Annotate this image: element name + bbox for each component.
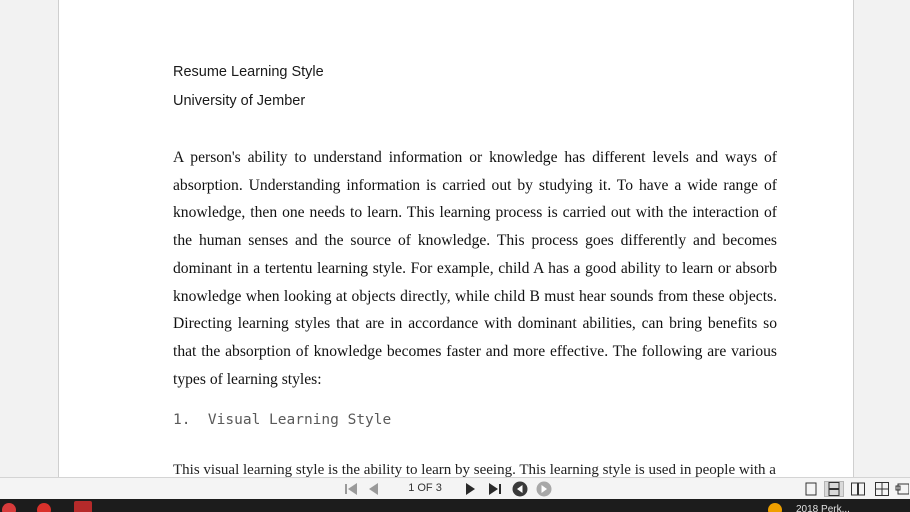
thumbnail-view-icon[interactable] bbox=[894, 481, 910, 497]
continuous-page-icon[interactable] bbox=[824, 481, 844, 497]
go-back-icon[interactable] bbox=[511, 481, 529, 497]
next-page-icon[interactable] bbox=[463, 481, 479, 497]
two-page-icon[interactable] bbox=[848, 481, 868, 497]
notification-icon[interactable] bbox=[768, 503, 782, 512]
go-forward-icon[interactable] bbox=[535, 481, 553, 497]
body-paragraph: A person's ability to understand information or knowledge has different levels and ways of absorption. Understanding information is carried out by studying it. To have a wide range of knowledge, then one needs to learn. This learning process is carried out with the interaction of the human senses and the source of knowledge. This process goes differently and becomes dominant in a tertentu learning style. For example, child A has a good ability to learn or absorb knowledge when looking at objects directly, while child B must hear sounds from these objects. Directing learning styles that are in accordance with dominant abilities, can bring benefits so that the absorption of knowledge becomes faster and more effective. The following are various types of learning styles: bbox=[173, 149, 777, 388]
first-page-icon[interactable] bbox=[342, 481, 360, 497]
previous-page-icon[interactable] bbox=[365, 481, 381, 497]
body-line-partial: This visual learning style is the ability to learn by seeing. This learning style is used in people with a bbox=[173, 462, 776, 477]
last-page-icon[interactable] bbox=[486, 481, 504, 497]
section-heading: 1. Visual Learning Style bbox=[173, 412, 392, 428]
taskbar bbox=[0, 499, 910, 512]
grid-view-icon[interactable] bbox=[872, 481, 892, 497]
tray-text: 2018 Perk... bbox=[796, 504, 850, 512]
viewer-toolbar bbox=[0, 477, 910, 500]
pdf-reader-icon[interactable] bbox=[74, 501, 92, 512]
single-page-icon[interactable] bbox=[801, 481, 821, 497]
document-title: Resume Learning Style bbox=[173, 64, 324, 80]
document-page bbox=[58, 0, 854, 477]
app-icon-red[interactable] bbox=[2, 503, 16, 512]
browser-icon[interactable] bbox=[37, 503, 51, 512]
university-line: University of Jember bbox=[173, 93, 306, 109]
page-indicator: 1 OF 3 bbox=[408, 482, 442, 494]
